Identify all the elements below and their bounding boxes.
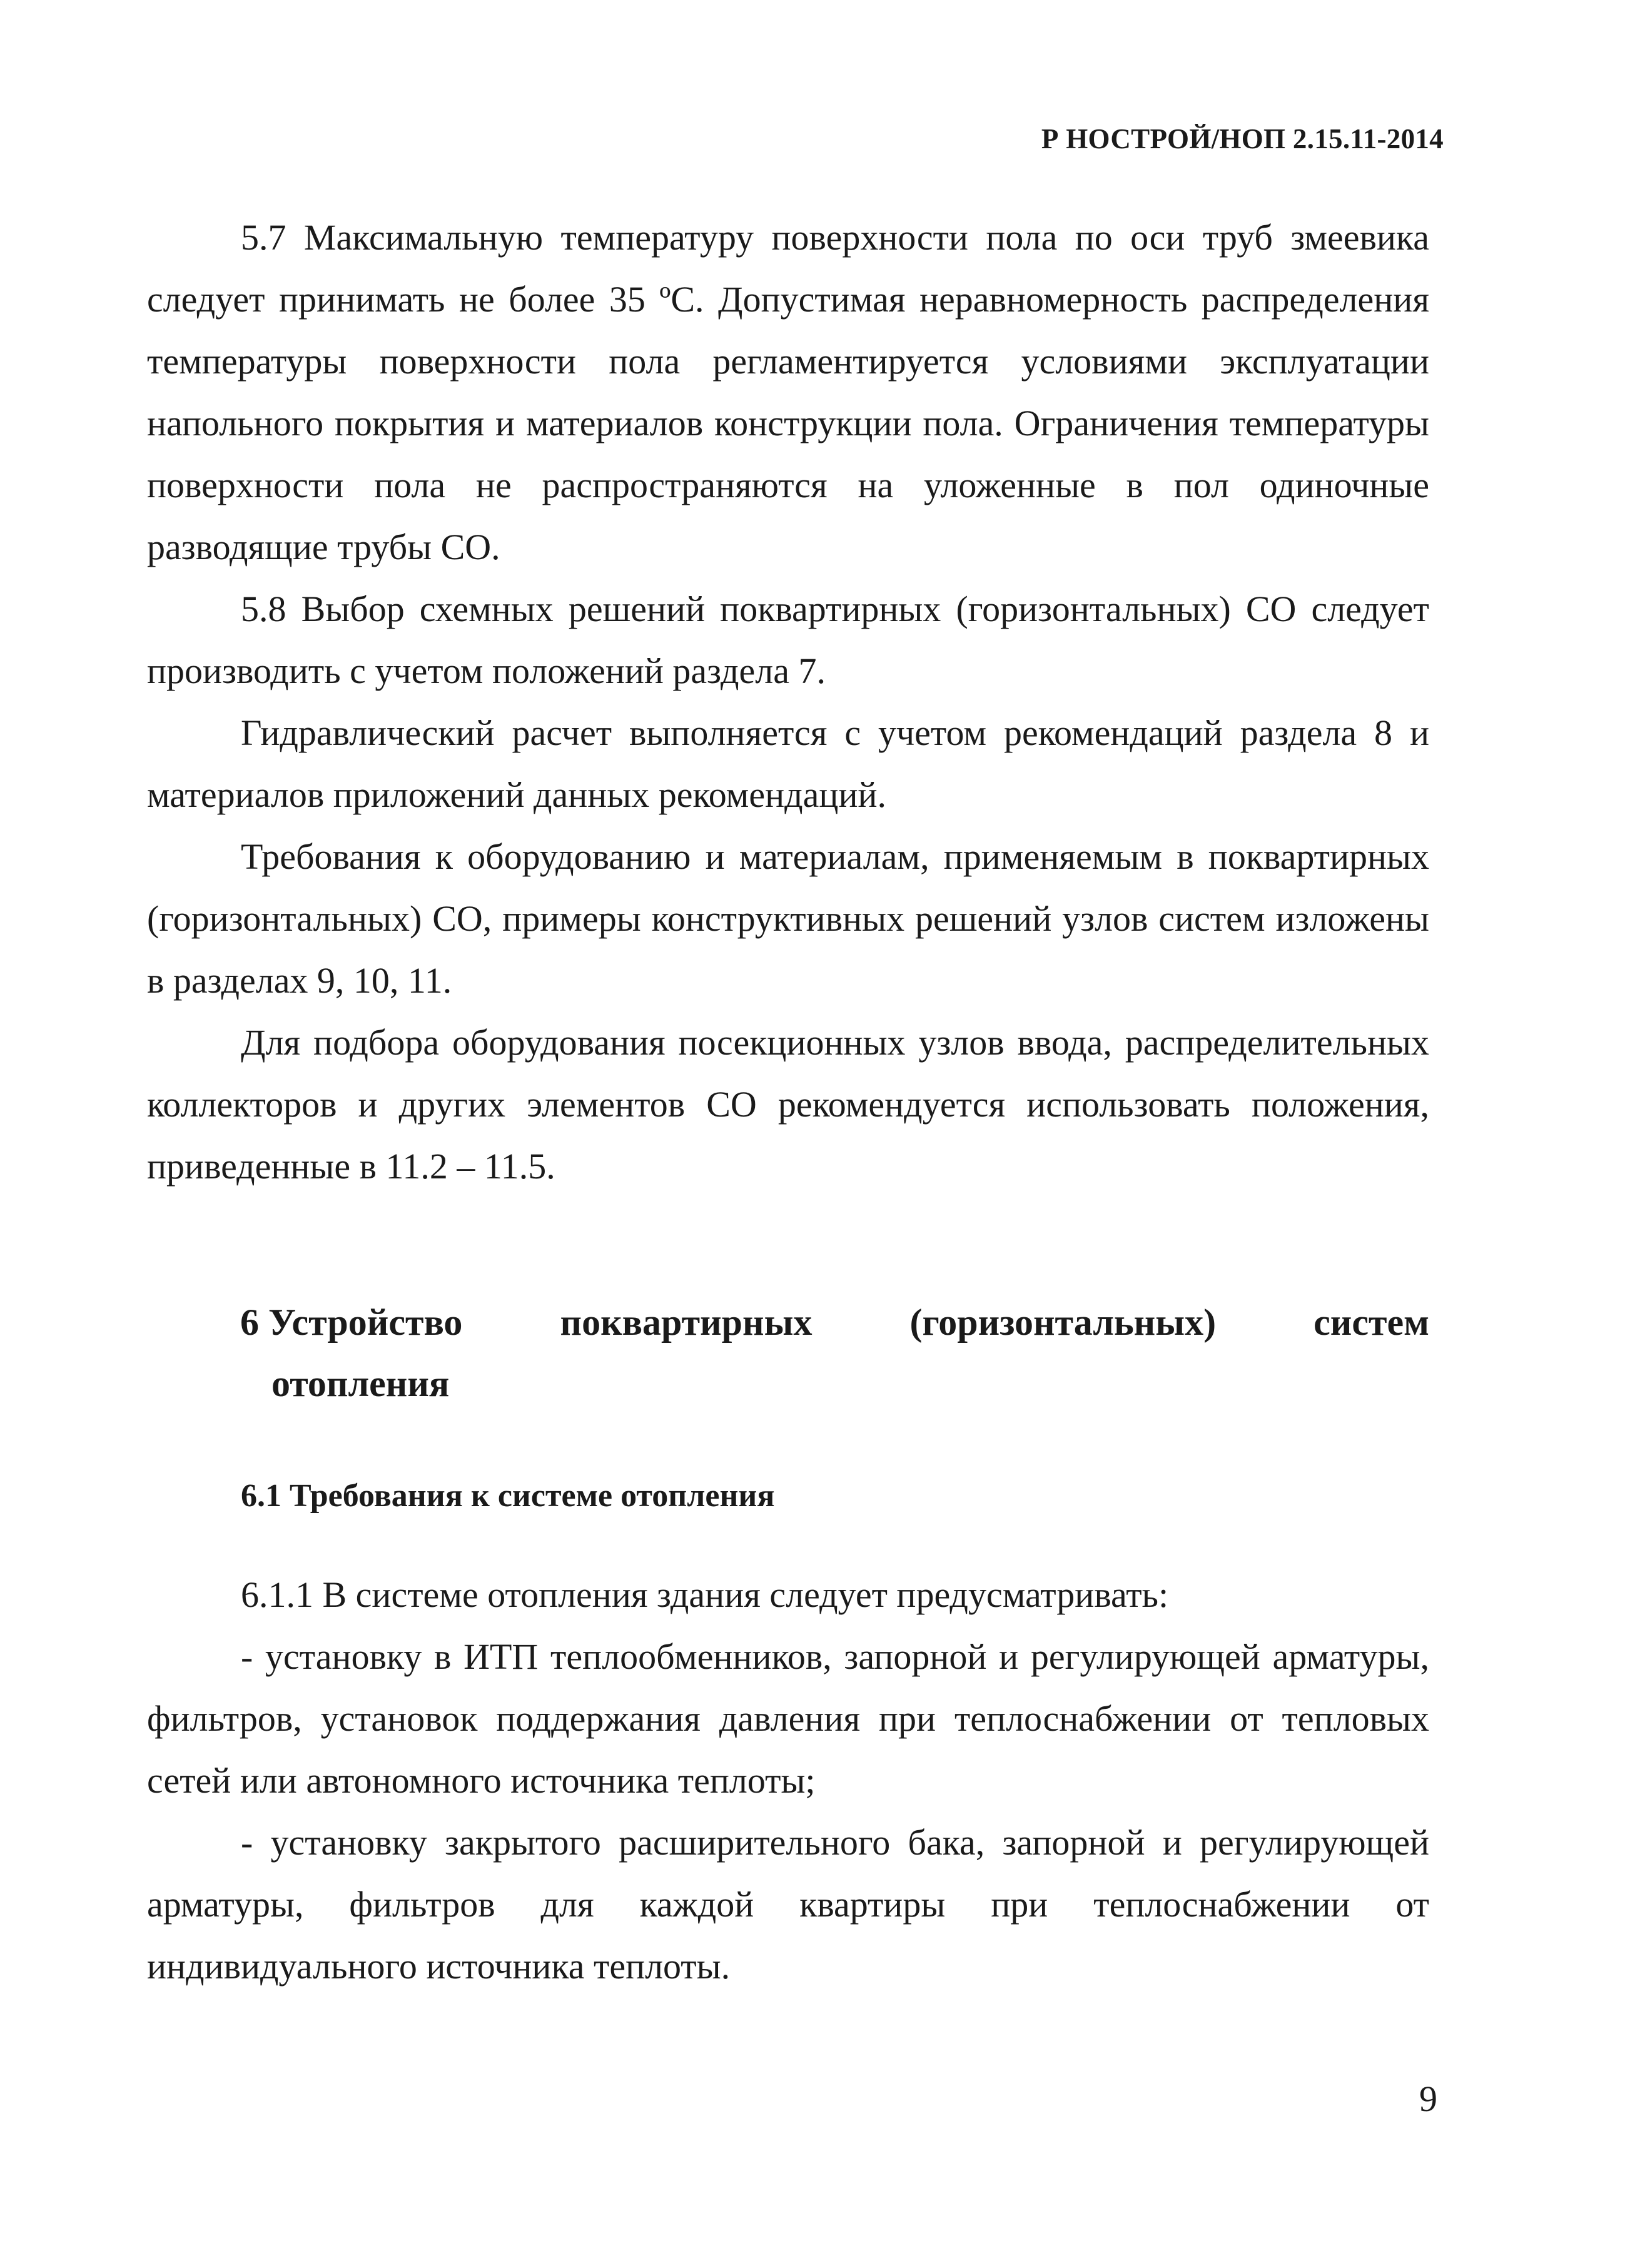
heading-word-4: систем [1314, 1302, 1429, 1343]
section-heading-line-1 [240, 1292, 1429, 1353]
body-text-block-bottom [147, 1564, 1429, 1997]
document-code-header: Р НОСТРОЙ/НОП 2.15.11-2014 [1041, 123, 1444, 154]
list-item-itp-equipment: - установку в ИТП теплообменников, запорной и регулирующей арматуры, фильтров, установок поддержания давления при теплоснабжении от тепловых сетей или автономного источника теплоты; [147, 1636, 1429, 1801]
section-heading-line-2: отопления [271, 1363, 450, 1404]
heading-word-3: (горизонтальных) [909, 1302, 1217, 1343]
heading-word-2: поквартирных [560, 1302, 812, 1343]
subsection-6-1-heading: 6.1 Требования к системе отопления [241, 1478, 775, 1514]
page-number: 9 [1419, 2078, 1437, 2119]
paragraph-equipment-selection: Для подбора оборудования посекционных узлов ввода, распределительных коллекторов и других элементов СО рекомендуется использовать положения, приведенные в 11.2 – 11.5. [147, 1022, 1429, 1187]
paragraph-equipment-requirements: Требования к оборудованию и материалам, применяемым в поквартирных (горизонтальных) СО, примеры конструктивных решений узлов систем изложены в разделах 9, 10, 11. [147, 836, 1429, 1001]
section-6-heading [240, 1292, 1429, 1414]
heading-word-1: 6 Устройство [240, 1302, 463, 1343]
paragraph-hydraulic-calc: Гидравлический расчет выполняется с учетом рекомендаций раздела 8 и материалов приложений данных рекомендаций. [147, 712, 1429, 815]
paragraph-5-8: 5.8 Выбор схемных решений поквартирных (горизонтальных) СО следует производить с учетом положений раздела 7. [147, 589, 1429, 691]
body-text-block-top [147, 206, 1429, 1197]
paragraph-6-1-1: 6.1.1 В системе отопления здания следует предусматривать: [241, 1574, 1169, 1615]
paragraph-5-7: 5.7 Максимальную температуру поверхности пола по оси труб змеевика следует принимать не более 35 ºС. Допустимая неравномерность распределения температуры поверхности пола регламентируется условиями эксплуатации напольного покрытия и материалов конструкции пола. Ограничения температуры поверхности пола не распространяются на уложенные в пол одиночные разводящие трубы СО. [147, 217, 1429, 567]
list-item-expansion-tank: - установку закрытого расширительного бака, запорной и регулирующей арматуры, фильтров для каждой квартиры при теплоснабжении от индивидуального источника теплоты. [147, 1822, 1429, 1987]
